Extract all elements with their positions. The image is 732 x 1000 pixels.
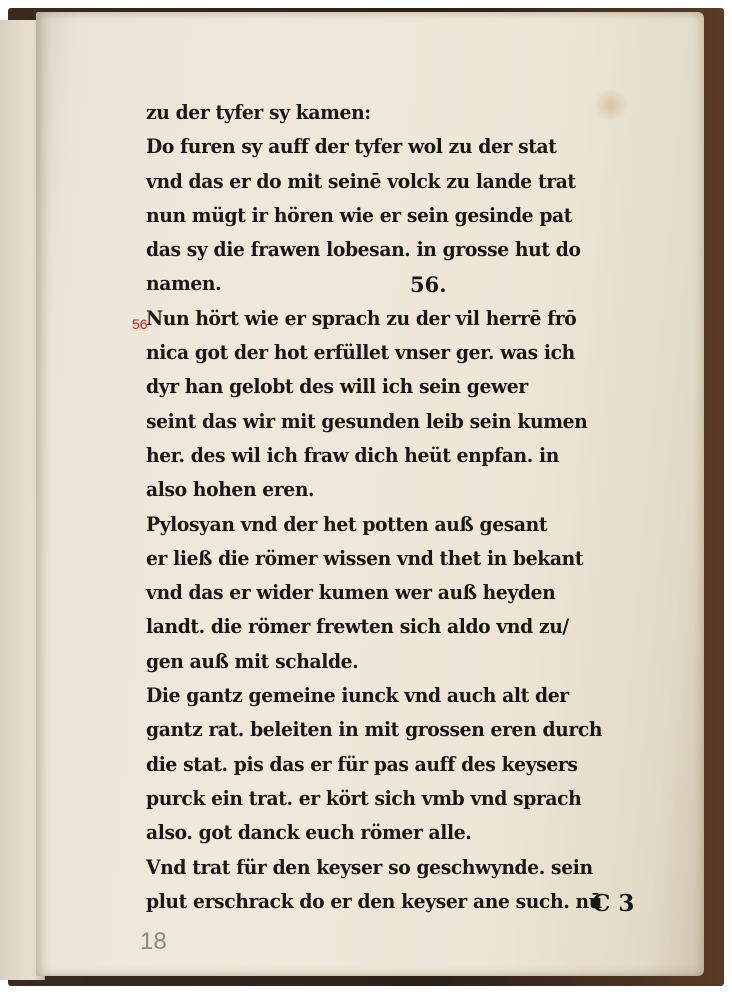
margin-verse-number: 56 bbox=[132, 316, 148, 332]
text-line: er ließ die römer wissen vnd thet in bekant bbox=[146, 546, 584, 570]
text-line: Die gantz gemeine iunck vnd auch alt der bbox=[146, 684, 569, 708]
text-line: gantz rat. beleiten in mit grossen eren durch bbox=[146, 718, 603, 742]
text-line: die stat. pis das er für pas auff des keysers bbox=[146, 752, 578, 776]
text-line: Do furen sy auff der tyfer wol zu der stat bbox=[146, 135, 557, 159]
text-line: seint das wir mit gesunden leib sein kumen bbox=[146, 409, 588, 433]
text-line: her. des wil ich fraw dich heüt enpfan. in bbox=[146, 443, 559, 467]
text-line: also hohen eren. bbox=[146, 478, 315, 502]
text-line: purck ein trat. er kört sich vmb vnd sprach bbox=[146, 786, 582, 810]
text-line: also. got danck euch römer alle. bbox=[146, 821, 472, 845]
text-line: nun mügt ir hören wie er sein gesinde pat bbox=[146, 203, 573, 227]
text-line: Nun hört wie er sprach zu der vil herrē frō bbox=[146, 306, 577, 330]
text-block bbox=[146, 96, 698, 919]
text-line: nica got der hot erfüllet vnser ger. was ich bbox=[146, 341, 575, 365]
text-line: Vnd trat für den keyser so geschwynde. sein bbox=[146, 855, 593, 879]
text-line: Pylosyan vnd der het potten auß gesant bbox=[146, 512, 548, 536]
section-number: 56. bbox=[410, 272, 447, 297]
text-line: dyr han gelobt des will ich sein gewer bbox=[146, 375, 528, 399]
signature-mark: C 3 bbox=[592, 890, 635, 917]
text-line: vnd das er wider kumen wer auß heyden bbox=[146, 581, 556, 605]
text-line: gen auß mit schalde. bbox=[146, 649, 359, 673]
text-line: zu der tyfer sy kamen: bbox=[146, 101, 371, 124]
text-line: das sy die frawen lobesan. in grosse hut do bbox=[146, 238, 581, 262]
text-line: vnd das er do mit seinē volck zu lande trat bbox=[146, 169, 576, 193]
pencil-page-number: 18 bbox=[140, 928, 167, 955]
text-line: namen. bbox=[146, 272, 222, 296]
text-line: plut erschrack do er den keyser ane such. nū bbox=[146, 889, 602, 913]
text-line: landt. die römer frewten sich aldo vnd zu/ bbox=[146, 615, 569, 639]
